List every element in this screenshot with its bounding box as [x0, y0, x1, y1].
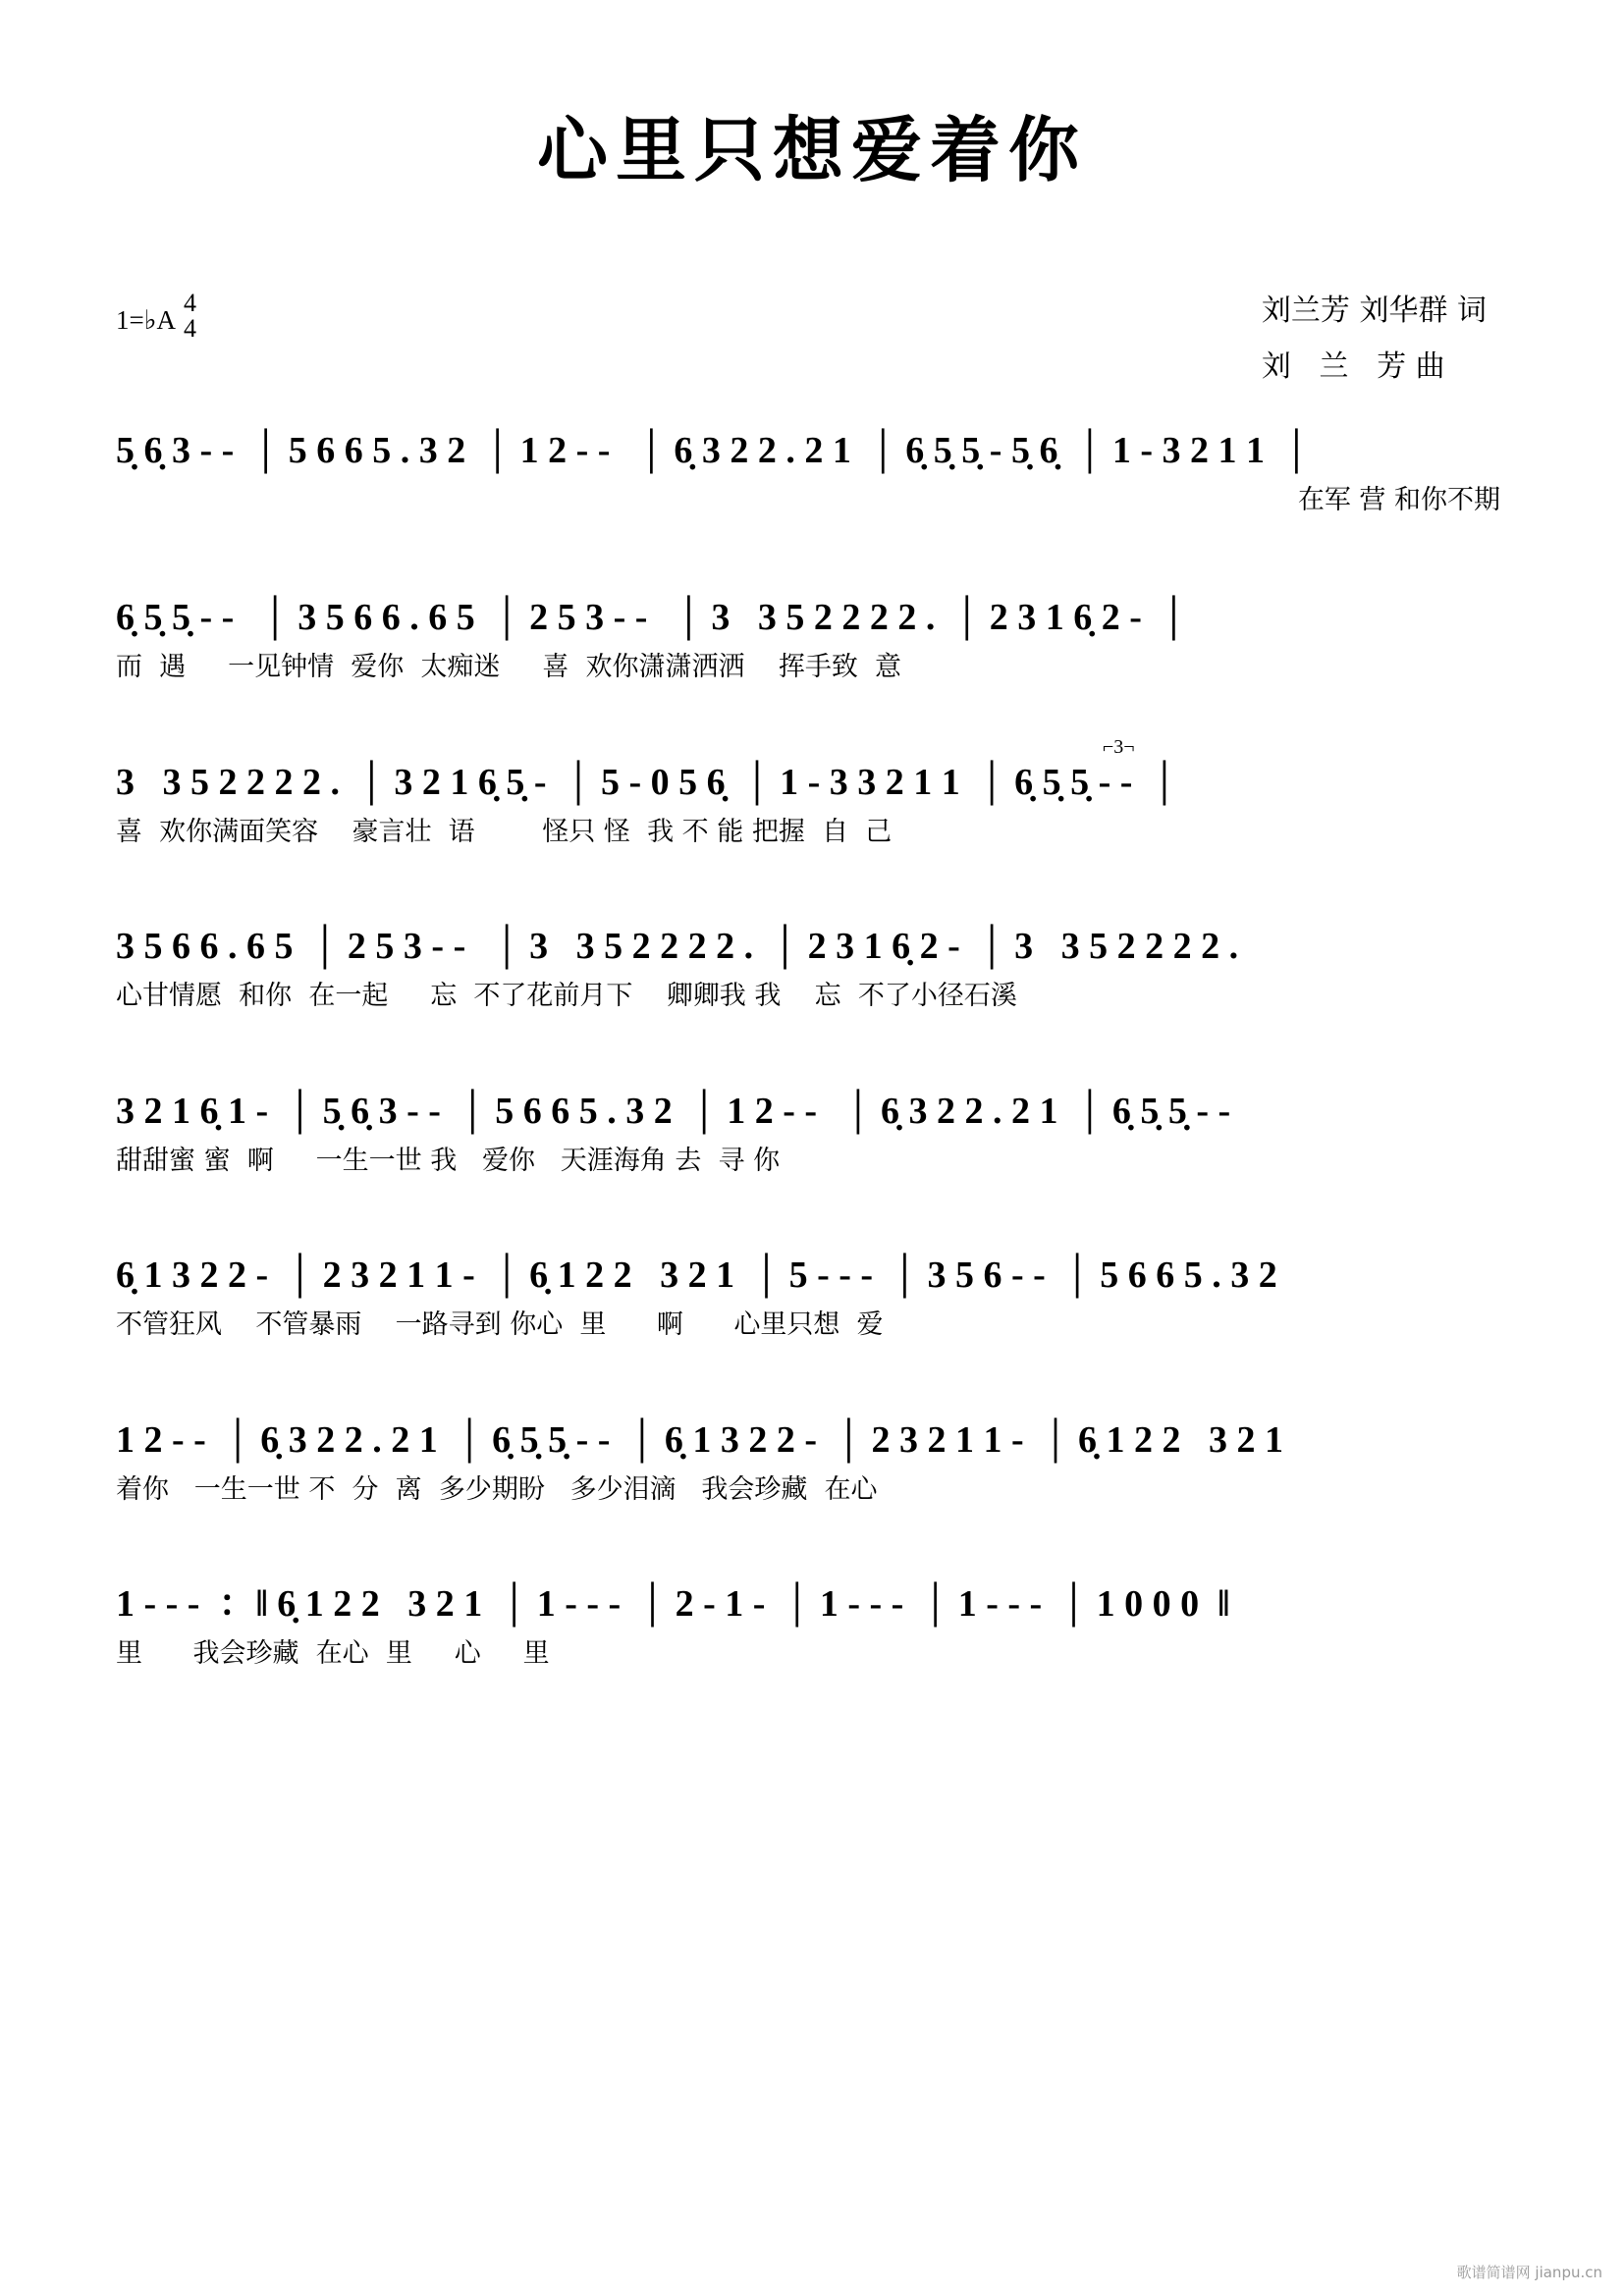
- music-system-6: [116, 1256, 1510, 1341]
- music-system-1: [116, 432, 1510, 516]
- notation-line: 5̣ 6̣ 3 - - │ 5 6 6 5 . 3 2 │ 1 2 - - │ 6̣ 3 2 2 . 2 1 │ 6̣ 5̣ 5̣ - 5̣ 6̣ │ 1 - 3 2 1 1 │: [116, 430, 1310, 471]
- notation-line: 1 - - - ：‖ 6̣ 1 2 2 3 2 1 │ 1 - - - │ 2 - 1 - │ 1 - - - │ 1 - - - │ 1 0 0 0 ‖: [116, 1583, 1230, 1625]
- music-system-7: [116, 1421, 1510, 1506]
- lyrics-line: 而 遇 一见钟情 爱你 太痴迷 喜 欢你潇潇洒洒 挥手致 意: [116, 651, 901, 682]
- notation-line: 1 2 - - │ 6̣ 3 2 2 . 2 1 │ 6̣ 5̣ 5̣ - - │ 6̣ 1 3 2 2 - │ 2 3 2 1 1 - │ 6̣ 1 2 2 3 2 1: [116, 1419, 1284, 1461]
- credit-lyricist: 刘兰芳 刘华群 词: [1261, 294, 1487, 328]
- notation-line: 3 5 6 6 . 6 5 │ 2 5 3 - - │ 3 3 5 2 2 2 2 . │ 2 3 1 6̣ 2 - │ 3 3 5 2 2 2 2 .: [116, 926, 1239, 967]
- triplet-bracket: ⌐3¬: [1103, 736, 1135, 758]
- lyrics-line: 甜甜蜜 蜜 啊 一生一世 我 爱你 天涯海角 去 寻 你: [116, 1145, 781, 1176]
- lyrics-line: 在军 营 和你不期: [1297, 484, 1500, 515]
- notation-line: 3 3 5 2 2 2 2 . │ 3 2 1 6̣ 5̣ - │ 5 - 0 5 6̣ │ 1 - 3 3 2 1 1 │ 6̣ 5̣ 5̣ - - │: [116, 762, 1178, 803]
- watermark: 歌谱简谱网 jianpu.cn: [1456, 2264, 1602, 2281]
- lyrics-line: 不管狂风 不管暴雨 一路寻到 你心 里 啊 心里只想 爱: [116, 1308, 884, 1340]
- music-system-3: [116, 736, 1510, 848]
- lyrics-line: 里 我会珍藏 在心 里 心 里: [116, 1637, 550, 1669]
- time-signature-denominator: 4: [183, 314, 196, 343]
- lyrics-line: 喜 欢你满面笑容 豪言壮 语 怪只 怪 我 不 能 把握 自 己: [116, 816, 893, 847]
- music-system-2: [116, 599, 1510, 683]
- time-signature-numerator: 4: [183, 289, 196, 317]
- music-system-4: [116, 928, 1510, 1012]
- notation-line: 3 2 1 6̣ 1 - │ 5̣ 6̣ 3 - - │ 5 6 6 5 . 3 2 │ 1 2 - - │ 6̣ 3 2 2 . 2 1 │ 6̣ 5̣ 5̣ - -: [116, 1091, 1231, 1132]
- notation-line: 6̣ 1 3 2 2 - │ 2 3 2 1 1 - │ 6̣ 1 2 2 3 2 1 │ 5 - - - │ 3 5 6 - - │ 5 6 6 5 . 3 2: [116, 1255, 1277, 1296]
- music-system-8: [116, 1585, 1510, 1670]
- music-system-5: [116, 1093, 1510, 1177]
- notation-line: 6̣ 5̣ 5̣ - - │ 3 5 6 6 . 6 5 │ 2 5 3 - - │ 3 3 5 2 2 2 2 . │ 2 3 1 6̣ 2 - │: [116, 597, 1187, 638]
- time-signature: [184, 291, 196, 342]
- credits: [1262, 283, 1487, 395]
- key-signature-text: 1=♭A: [116, 304, 176, 335]
- lyrics-line: 心甘情愿 和你 在一起 忘 不了花前月下 卿卿我 我 忘 不了小径石溪: [116, 980, 1017, 1011]
- lyrics-line: 着你 一生一世 不 分 离 多少期盼 多少泪滴 我会珍藏 在心: [116, 1473, 878, 1505]
- page-title: 心里只想爱着你: [536, 109, 1087, 191]
- key-signature: [116, 289, 196, 346]
- credit-composer: 刘 兰 芳 曲: [1261, 349, 1445, 384]
